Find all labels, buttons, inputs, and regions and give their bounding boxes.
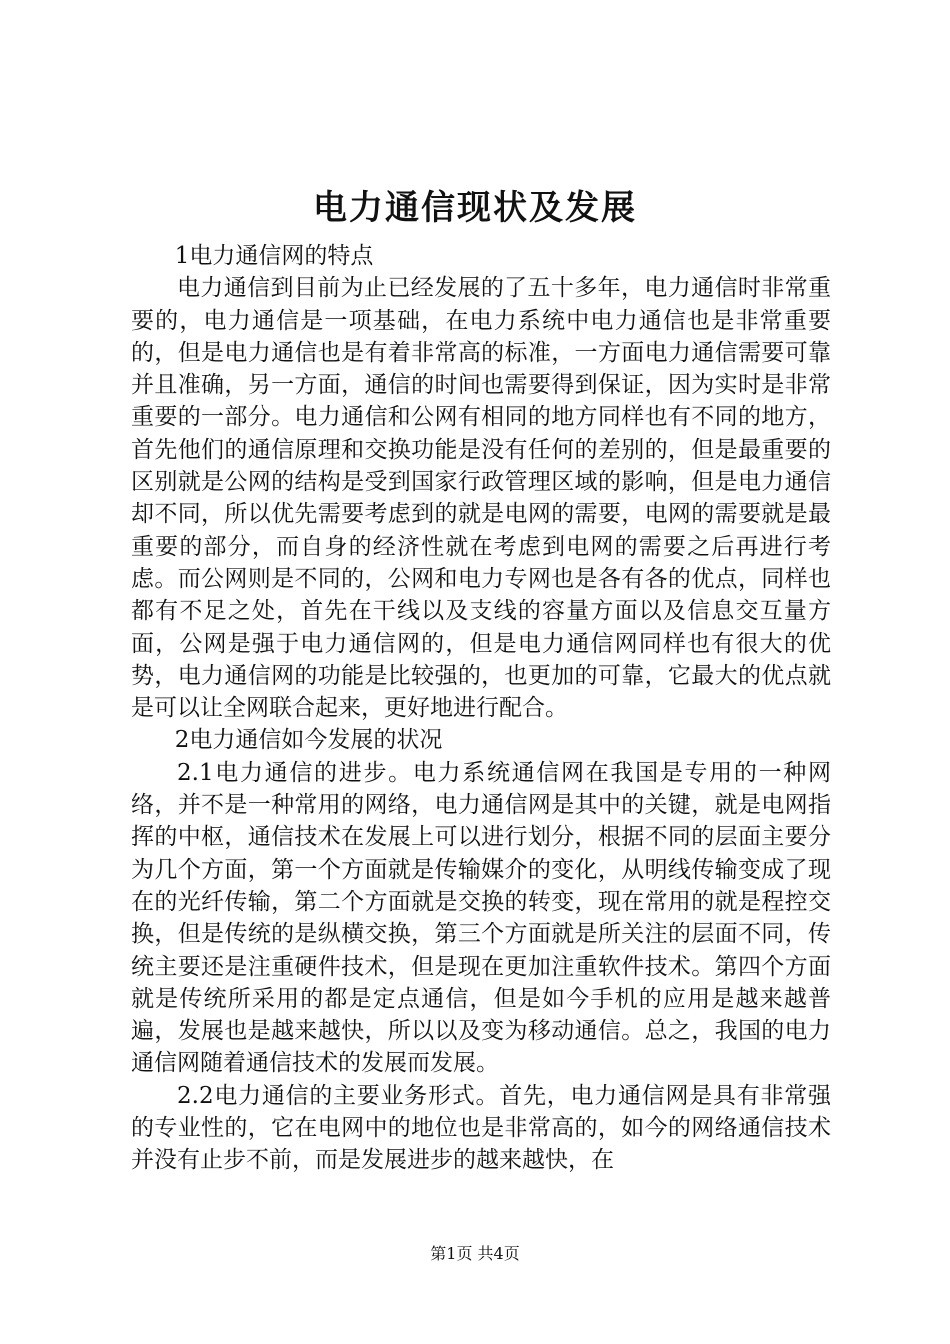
- page-number-footer: 第1页 共4页: [430, 1244, 520, 1263]
- document-body: [131, 240, 831, 1177]
- document-title: 电力通信现状及发展: [313, 188, 637, 228]
- body-paragraph: 2.1电力通信的进步。电力系统通信网在我国是专用的一种网络，并不是一种常用的网络，电力通信网是其中的关键，就是电网指挥的中枢，通信技术在发展上可以进行划分，根据不同的层面主要分为几个方面，第一个方面就是传输媒介的变化，从明线传输变成了现在的光纤传输，第二个方面就是交换的转变，现在常用的就是程控交换，但是传统的是纵横交换，第三个方面就是所关注的层面不同，传统主要还是注重硬件技术，但是现在更加注重软件技术。第四个方面就是传统所采用的都是定点通信，但是如今手机的应用是越来越普遍，发展也是越来越快，所以以及变为移动通信。总之，我国的电力通信网随着通信技术的发展而发展。: [131, 759, 831, 1077]
- body-paragraph: 2.2电力通信的主要业务形式。首先，电力通信网是具有非常强的专业性的，它在电网中的地位也是非常高的，如今的网络通信技术并没有止步不前，而是发展进步的越来越快，在: [131, 1082, 831, 1174]
- section-heading: 1电力通信网的特点: [174, 243, 374, 269]
- body-paragraph: 电力通信到目前为止已经发展的了五十多年，电力通信时非常重要的，电力通信是一项基础，在电力系统中电力通信也是非常重要的，但是电力通信也是有着非常高的标准，一方面电力通信需要可靠并且准确，另一方面，通信的时间也需要得到保证，因为实时是非常重要的一部分。电力通信和公网有相同的地方同样也有不同的地方，首先他们的通信原理和交换功能是没有任何的差别的，但是最重要的区别就是公网的结构是受到国家行政管理区域的影响，但是电力通信却不同，所以优先需要考虑到的就是电网的需要，电网的需要就是最重要的部分，而自身的经济性就在考虑到电网的需要之后再进行考虑。而公网则是不同的，公网和电力专网也是各有各的优点，同样也都有不足之处，首先在干线以及支线的容量方面以及信息交互量方面，公网是强于电力通信网的，但是电力通信网同样也有很大的优势，电力通信网的功能是比较强的，也更加的可靠，它最大的优点就是可以让全网联合起来，更好地进行配合。: [131, 275, 831, 722]
- section-heading: 2电力通信如今发展的状况: [174, 727, 443, 754]
